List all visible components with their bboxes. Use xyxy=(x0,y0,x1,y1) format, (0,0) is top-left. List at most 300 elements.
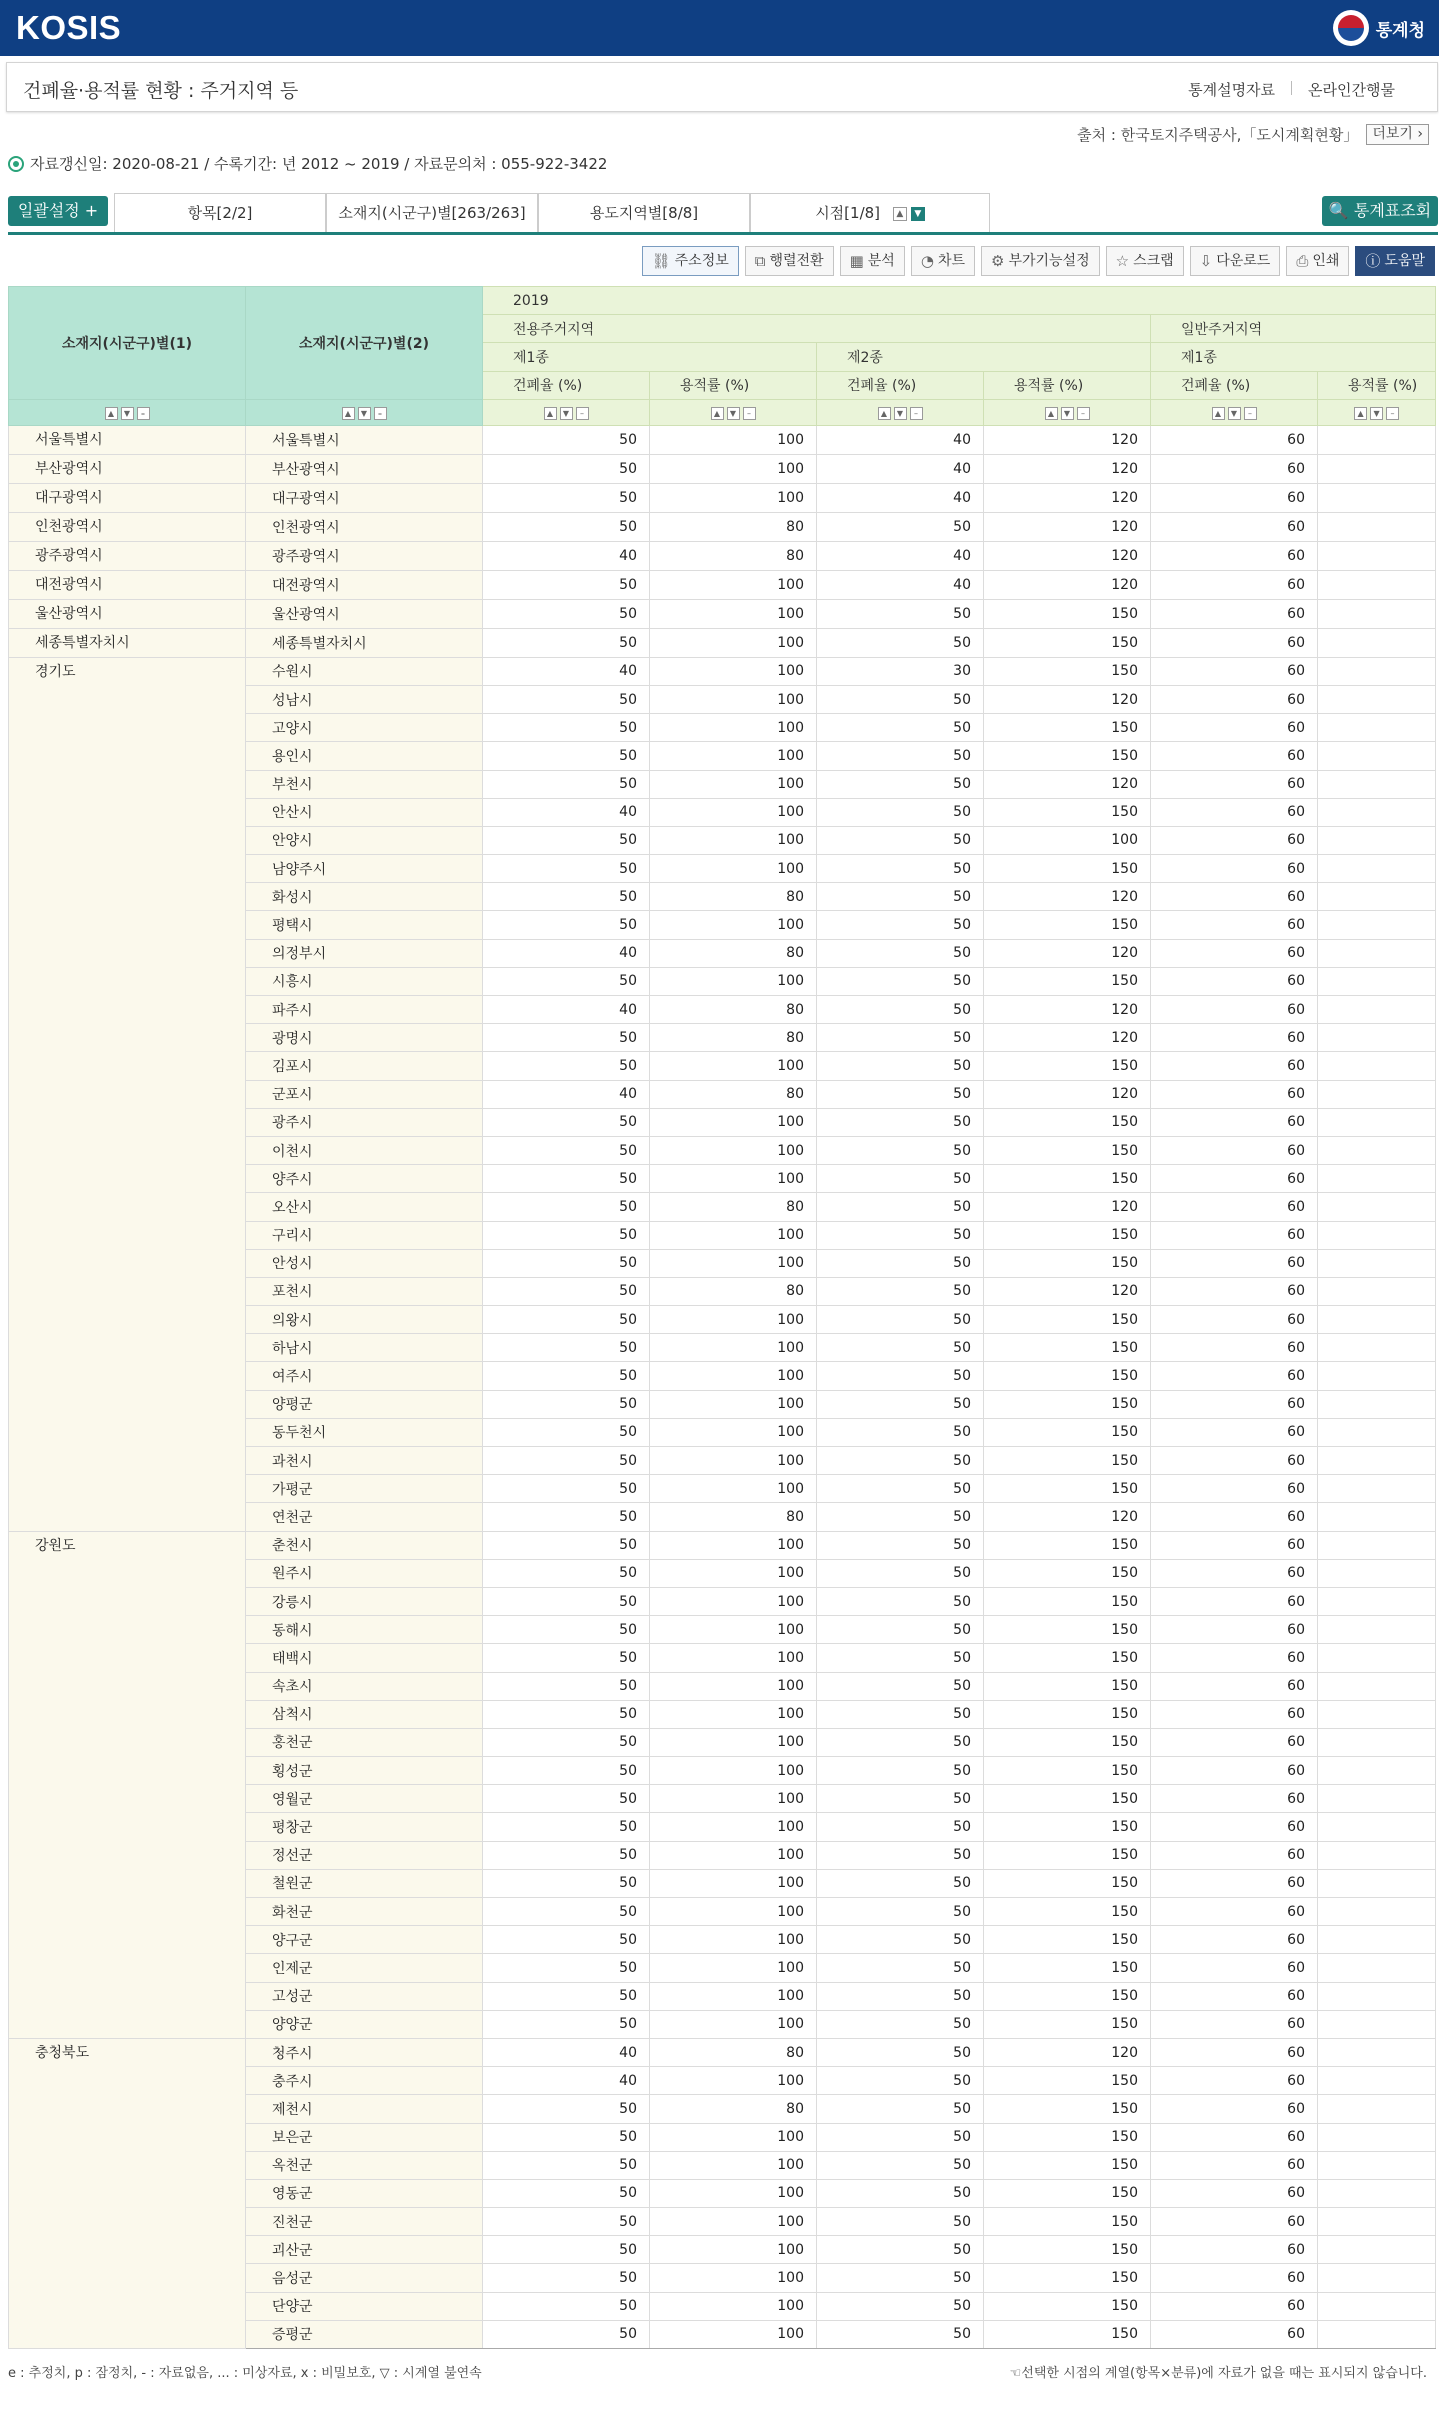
chevron-up-icon[interactable]: ▲ xyxy=(893,207,907,221)
value-cell: 50 xyxy=(483,1982,650,2010)
value-cell: 100 xyxy=(650,1757,817,1785)
region-level2-cell: 부천시 xyxy=(246,770,483,798)
value-cell xyxy=(1318,1165,1436,1193)
header-floor-area-ratio: 용적률 (%) xyxy=(1318,371,1436,399)
sort-desc-icon[interactable]: ▼ xyxy=(1228,407,1241,420)
value-cell: 40 xyxy=(483,996,650,1024)
value-cell: 150 xyxy=(984,2264,1151,2292)
value-cell: 150 xyxy=(984,1841,1151,1869)
value-cell: 50 xyxy=(817,599,984,628)
value-cell: 50 xyxy=(483,425,650,454)
value-cell: 150 xyxy=(984,1954,1151,1982)
sort-reset-icon[interactable]: – xyxy=(1077,407,1090,420)
value-cell: 150 xyxy=(984,1869,1151,1897)
value-cell: 50 xyxy=(483,2095,650,2123)
value-cell: 150 xyxy=(984,1447,1151,1475)
value-cell: 100 xyxy=(650,1869,817,1897)
region-level2-cell: 홍천군 xyxy=(246,1728,483,1756)
value-cell: 60 xyxy=(1151,1136,1318,1164)
value-cell: 50 xyxy=(483,2236,650,2264)
value-cell xyxy=(1318,1954,1436,1982)
value-cell: 60 xyxy=(1151,2264,1318,2292)
value-cell: 60 xyxy=(1151,1108,1318,1136)
sort-desc-icon[interactable]: ▼ xyxy=(121,407,134,420)
value-cell: 50 xyxy=(817,1757,984,1785)
region-level2-cell: 수원시 xyxy=(246,657,483,685)
bulk-setting-button[interactable]: 일괄설정 + xyxy=(8,196,108,226)
gear-icon: ⚙ xyxy=(991,252,1005,270)
value-cell: 150 xyxy=(984,967,1151,995)
extra-settings-button[interactable] xyxy=(981,246,1100,276)
sort-reset-icon[interactable]: – xyxy=(743,407,756,420)
value-cell: 60 xyxy=(1151,1306,1318,1334)
data-grid xyxy=(8,286,1435,2349)
region-level2-cell: 남양주시 xyxy=(246,855,483,883)
value-cell: 60 xyxy=(1151,2179,1318,2207)
link-icon: ⛓ xyxy=(651,252,671,270)
region-level1-cell: 경기도 xyxy=(9,657,246,1531)
value-cell: 100 xyxy=(650,2067,817,2095)
stat-description-link[interactable]: 통계설명자료 xyxy=(1188,81,1276,99)
value-cell: 50 xyxy=(483,883,650,911)
sort-controls-row xyxy=(9,399,1436,425)
target-icon xyxy=(8,156,24,172)
value-cell: 50 xyxy=(483,1587,650,1615)
header-exclusive-type1: 제1종 xyxy=(483,343,817,371)
value-cell: 50 xyxy=(817,1249,984,1277)
value-cell xyxy=(1318,1531,1436,1559)
chevron-down-icon[interactable]: ▼ xyxy=(911,207,925,221)
value-cell xyxy=(1318,1813,1436,1841)
value-cell: 50 xyxy=(817,1616,984,1644)
value-cell: 50 xyxy=(817,1165,984,1193)
value-cell xyxy=(1318,1559,1436,1587)
region-level1-cell: 대구광역시 xyxy=(9,483,246,512)
agency-name: 통계청 xyxy=(1375,20,1425,41)
value-cell: 60 xyxy=(1151,2320,1318,2348)
value-cell: 120 xyxy=(984,1193,1151,1221)
taegeuk-emblem-icon xyxy=(1333,10,1369,46)
value-cell: 50 xyxy=(817,1221,984,1249)
analysis-button[interactable] xyxy=(840,246,905,276)
value-cell: 50 xyxy=(817,1024,984,1052)
region-level2-cell: 이천시 xyxy=(246,1136,483,1164)
value-cell: 40 xyxy=(817,570,984,599)
region-level1-cell: 서울특별시 xyxy=(9,425,246,454)
sort-asc-icon[interactable]: ▲ xyxy=(878,407,891,420)
value-cell: 100 xyxy=(650,1672,817,1700)
update-info xyxy=(8,153,607,174)
sort-reset-icon[interactable]: – xyxy=(576,407,589,420)
sort-desc-icon[interactable]: ▼ xyxy=(727,407,740,420)
stat-query-button[interactable]: 🔍 통계표조회 xyxy=(1322,196,1438,226)
value-cell: 150 xyxy=(984,599,1151,628)
region-level2-cell: 광주시 xyxy=(246,1108,483,1136)
value-cell: 50 xyxy=(483,1700,650,1728)
sort-desc-icon[interactable]: ▼ xyxy=(560,407,573,420)
sort-reset-icon[interactable]: – xyxy=(374,407,387,420)
value-cell: 80 xyxy=(650,1080,817,1108)
value-cell: 50 xyxy=(817,1334,984,1362)
value-cell: 50 xyxy=(817,1531,984,1559)
value-cell: 100 xyxy=(650,1926,817,1954)
value-cell: 100 xyxy=(650,1531,817,1559)
value-cell: 40 xyxy=(817,541,984,570)
value-cell xyxy=(1318,541,1436,570)
value-cell: 50 xyxy=(483,1475,650,1503)
value-cell xyxy=(1318,2123,1436,2151)
download-button[interactable] xyxy=(1190,246,1281,276)
value-cell: 50 xyxy=(483,1926,650,1954)
value-cell xyxy=(1318,2179,1436,2207)
tab-region[interactable]: 소재지(시군구)별[263/263] xyxy=(326,193,538,232)
value-cell: 50 xyxy=(483,1841,650,1869)
sort-asc-icon[interactable]: ▲ xyxy=(711,407,724,420)
page-title: 건폐율·용적률 현황 : 주거지역 등 xyxy=(23,80,299,102)
region-level2-cell: 광주광역시 xyxy=(246,541,483,570)
region-level2-cell: 동해시 xyxy=(246,1616,483,1644)
value-cell: 150 xyxy=(984,742,1151,770)
region-level2-cell: 원주시 xyxy=(246,1559,483,1587)
value-cell xyxy=(1318,1193,1436,1221)
value-cell: 100 xyxy=(650,454,817,483)
value-cell xyxy=(1318,1728,1436,1756)
sort-desc-icon[interactable]: ▼ xyxy=(1061,407,1074,420)
value-cell: 50 xyxy=(483,1052,650,1080)
value-cell: 80 xyxy=(650,2095,817,2123)
value-cell: 50 xyxy=(817,2320,984,2348)
value-cell: 50 xyxy=(483,2179,650,2207)
header-region-1: 소재지(시군구)별(1) xyxy=(9,287,246,400)
sort-button-group xyxy=(544,407,589,420)
value-cell: 50 xyxy=(817,2123,984,2151)
value-cell: 120 xyxy=(984,512,1151,541)
value-cell: 60 xyxy=(1151,714,1318,742)
sort-controls xyxy=(1151,399,1318,425)
title-box xyxy=(6,62,1438,112)
sort-button-group xyxy=(1354,407,1399,420)
region-level2-cell: 과천시 xyxy=(246,1447,483,1475)
value-cell xyxy=(1318,2151,1436,2179)
value-cell xyxy=(1318,2095,1436,2123)
value-cell xyxy=(1318,1503,1436,1531)
value-cell xyxy=(1318,2320,1436,2348)
star-icon: ☆ xyxy=(1115,252,1130,270)
sort-asc-icon[interactable]: ▲ xyxy=(342,407,355,420)
sort-asc-icon[interactable]: ▲ xyxy=(1045,407,1058,420)
source-text: 출처 : 한국토지주택공사,「도시계획현황」 xyxy=(1077,126,1359,144)
value-cell: 50 xyxy=(483,2151,650,2179)
region-level2-cell: 성남시 xyxy=(246,685,483,713)
value-cell: 50 xyxy=(483,1728,650,1756)
value-cell: 50 xyxy=(817,1587,984,1615)
value-cell: 150 xyxy=(984,1898,1151,1926)
value-cell xyxy=(1318,1249,1436,1277)
value-cell: 60 xyxy=(1151,1587,1318,1615)
value-cell: 150 xyxy=(984,2010,1151,2038)
value-cell xyxy=(1318,1362,1436,1390)
region-level2-cell: 군포시 xyxy=(246,1080,483,1108)
value-cell: 150 xyxy=(984,1644,1151,1672)
header-year: 2019 xyxy=(483,287,1436,315)
region-level2-cell: 의왕시 xyxy=(246,1306,483,1334)
value-cell: 60 xyxy=(1151,599,1318,628)
value-cell: 60 xyxy=(1151,1418,1318,1446)
table-toolbar xyxy=(642,246,1435,276)
chart-label: 차트 xyxy=(937,253,965,269)
value-cell: 60 xyxy=(1151,1644,1318,1672)
region-level2-cell: 화성시 xyxy=(246,883,483,911)
region-level2-cell: 단양군 xyxy=(246,2292,483,2320)
value-cell xyxy=(1318,1221,1436,1249)
value-cell: 40 xyxy=(483,2067,650,2095)
value-cell xyxy=(1318,1672,1436,1700)
value-cell: 100 xyxy=(650,425,817,454)
region-level2-cell: 여주시 xyxy=(246,1362,483,1390)
value-cell: 50 xyxy=(817,1052,984,1080)
online-publication-link[interactable]: 온라인간행물 xyxy=(1308,81,1395,99)
region-level2-cell: 부산광역시 xyxy=(246,454,483,483)
value-cell: 60 xyxy=(1151,2236,1318,2264)
value-cell xyxy=(1318,2208,1436,2236)
value-cell: 50 xyxy=(817,628,984,657)
value-cell: 50 xyxy=(817,742,984,770)
value-cell xyxy=(1318,1898,1436,1926)
value-cell: 120 xyxy=(984,939,1151,967)
region-level1-cell: 강원도 xyxy=(9,1531,246,2038)
value-cell: 50 xyxy=(817,2292,984,2320)
sort-asc-icon[interactable]: ▲ xyxy=(1212,407,1225,420)
sort-desc-icon[interactable]: ▼ xyxy=(1370,407,1383,420)
value-cell: 50 xyxy=(817,2010,984,2038)
analysis-label: 분석 xyxy=(867,253,895,269)
table-row xyxy=(9,1531,1436,1559)
sort-reset-icon[interactable]: – xyxy=(1244,407,1257,420)
value-cell: 60 xyxy=(1151,1559,1318,1587)
tab-item[interactable]: 항목[2/2] xyxy=(114,193,326,232)
value-cell: 100 xyxy=(650,2264,817,2292)
value-cell xyxy=(1318,1869,1436,1897)
table-row xyxy=(9,628,1436,657)
value-cell: 100 xyxy=(650,798,817,826)
value-cell: 50 xyxy=(483,1503,650,1531)
value-cell: 50 xyxy=(817,1447,984,1475)
value-cell: 120 xyxy=(984,770,1151,798)
region-level2-cell: 의정부시 xyxy=(246,939,483,967)
sort-asc-icon[interactable]: ▲ xyxy=(105,407,118,420)
value-cell: 150 xyxy=(984,1418,1151,1446)
value-cell: 100 xyxy=(650,1559,817,1587)
value-cell: 50 xyxy=(817,911,984,939)
sort-desc-icon[interactable]: ▼ xyxy=(358,407,371,420)
value-cell: 60 xyxy=(1151,883,1318,911)
region-level2-cell: 광명시 xyxy=(246,1024,483,1052)
value-cell: 60 xyxy=(1151,1503,1318,1531)
region-level2-cell: 삼척시 xyxy=(246,1700,483,1728)
value-cell xyxy=(1318,1306,1436,1334)
value-cell: 150 xyxy=(984,657,1151,685)
value-cell: 50 xyxy=(483,911,650,939)
value-cell: 150 xyxy=(984,2067,1151,2095)
value-cell: 60 xyxy=(1151,1362,1318,1390)
value-cell: 150 xyxy=(984,1785,1151,1813)
value-cell: 50 xyxy=(817,2236,984,2264)
value-cell: 150 xyxy=(984,2123,1151,2151)
value-cell: 50 xyxy=(483,1108,650,1136)
kosis-logo[interactable]: KOSIS xyxy=(16,9,122,46)
value-cell: 50 xyxy=(483,1757,650,1785)
value-cell: 50 xyxy=(483,742,650,770)
value-cell: 50 xyxy=(817,685,984,713)
help-label: 도움말 xyxy=(1384,253,1425,269)
value-cell: 60 xyxy=(1151,685,1318,713)
value-cell: 100 xyxy=(650,2292,817,2320)
sort-button-group xyxy=(878,407,923,420)
region-level2-cell: 안산시 xyxy=(246,798,483,826)
value-cell: 50 xyxy=(483,2264,650,2292)
header-exclusive-type2: 제2종 xyxy=(817,343,1151,371)
value-cell: 150 xyxy=(984,2179,1151,2207)
help-button[interactable] xyxy=(1355,246,1435,276)
value-cell: 100 xyxy=(650,1362,817,1390)
address-info-button[interactable] xyxy=(642,246,739,276)
sort-controls xyxy=(246,399,483,425)
pivot-label: 행렬전환 xyxy=(769,253,824,269)
region-level2-cell: 철원군 xyxy=(246,1869,483,1897)
region-level2-cell: 영월군 xyxy=(246,1785,483,1813)
sort-asc-icon[interactable]: ▲ xyxy=(1354,407,1367,420)
region-level2-cell: 용인시 xyxy=(246,742,483,770)
chart-button[interactable] xyxy=(911,246,975,276)
region-level2-cell: 안양시 xyxy=(246,826,483,854)
value-cell: 50 xyxy=(483,1277,650,1305)
value-cell: 50 xyxy=(483,826,650,854)
footer-note: ☜선택한 시점의 계열(항목×분류)에 자료가 없을 때는 표시되지 않습니다. xyxy=(1009,2366,1427,2381)
region-level2-cell: 평창군 xyxy=(246,1813,483,1841)
source-line xyxy=(1077,124,1429,145)
print-button[interactable] xyxy=(1286,246,1349,276)
value-cell: 50 xyxy=(483,1249,650,1277)
value-cell: 50 xyxy=(817,1813,984,1841)
value-cell xyxy=(1318,1644,1436,1672)
pivot-button[interactable] xyxy=(745,246,834,276)
header-floor-area-ratio: 용적률 (%) xyxy=(984,371,1151,399)
tab-period[interactable] xyxy=(750,193,990,232)
value-cell: 80 xyxy=(650,512,817,541)
value-cell: 100 xyxy=(650,1249,817,1277)
value-cell: 150 xyxy=(984,1390,1151,1418)
value-cell: 60 xyxy=(1151,1757,1318,1785)
value-cell xyxy=(1318,628,1436,657)
region-level2-cell: 제천시 xyxy=(246,2095,483,2123)
value-cell: 60 xyxy=(1151,1221,1318,1249)
region-level2-cell: 청주시 xyxy=(246,2038,483,2066)
value-cell: 60 xyxy=(1151,1475,1318,1503)
value-cell: 50 xyxy=(817,714,984,742)
value-cell: 50 xyxy=(817,1926,984,1954)
value-cell: 150 xyxy=(984,1165,1151,1193)
region-level2-cell: 양주시 xyxy=(246,1165,483,1193)
value-cell xyxy=(1318,1136,1436,1164)
address-info-label: 주소정보 xyxy=(674,253,729,269)
region-level2-cell: 시흥시 xyxy=(246,967,483,995)
agency-logo[interactable] xyxy=(1333,8,1425,48)
pivot-icon: ⧉ xyxy=(754,252,766,270)
printer-icon: ⎙ xyxy=(1296,252,1309,270)
value-cell: 100 xyxy=(650,1418,817,1446)
value-cell: 60 xyxy=(1151,1447,1318,1475)
sort-button-group xyxy=(105,407,150,420)
value-cell: 60 xyxy=(1151,1052,1318,1080)
data-table xyxy=(8,286,1436,2349)
sort-reset-icon[interactable]: – xyxy=(910,407,923,420)
region-level2-cell: 화천군 xyxy=(246,1898,483,1926)
value-cell: 60 xyxy=(1151,1390,1318,1418)
link-divider xyxy=(1291,81,1292,95)
value-cell: 60 xyxy=(1151,911,1318,939)
value-cell: 150 xyxy=(984,1249,1151,1277)
value-cell: 50 xyxy=(817,1136,984,1164)
value-cell: 150 xyxy=(984,1672,1151,1700)
sort-desc-icon[interactable]: ▼ xyxy=(894,407,907,420)
table-row xyxy=(9,657,1436,685)
tab-zone[interactable]: 용도지역별[8/8] xyxy=(538,193,750,232)
value-cell: 50 xyxy=(817,1503,984,1531)
value-cell: 150 xyxy=(984,1757,1151,1785)
value-cell: 100 xyxy=(650,1700,817,1728)
value-cell: 50 xyxy=(817,1390,984,1418)
value-cell: 50 xyxy=(483,1813,650,1841)
value-cell: 100 xyxy=(650,826,817,854)
value-cell xyxy=(1318,454,1436,483)
value-cell: 50 xyxy=(817,996,984,1024)
value-cell: 30 xyxy=(817,657,984,685)
value-cell: 100 xyxy=(650,1136,817,1164)
value-cell: 120 xyxy=(984,483,1151,512)
value-cell: 50 xyxy=(817,826,984,854)
value-cell xyxy=(1318,512,1436,541)
value-cell: 100 xyxy=(650,714,817,742)
region-level2-cell: 가평군 xyxy=(246,1475,483,1503)
value-cell: 50 xyxy=(483,512,650,541)
more-button[interactable]: 더보기 › xyxy=(1366,124,1429,145)
region-level2-cell: 증평군 xyxy=(246,2320,483,2348)
value-cell: 50 xyxy=(817,798,984,826)
more-label: 더보기 xyxy=(1372,126,1413,142)
value-cell xyxy=(1318,1080,1436,1108)
value-cell: 150 xyxy=(984,1052,1151,1080)
header-region-2: 소재지(시군구)별(2) xyxy=(246,287,483,400)
value-cell: 40 xyxy=(483,1080,650,1108)
info-icon: ⓘ xyxy=(1365,252,1381,270)
region-level2-cell: 포천시 xyxy=(246,1277,483,1305)
sort-controls xyxy=(650,399,817,425)
value-cell: 50 xyxy=(817,967,984,995)
value-cell xyxy=(1318,2292,1436,2320)
sort-reset-icon[interactable]: – xyxy=(1386,407,1399,420)
value-cell: 100 xyxy=(650,855,817,883)
scrap-button[interactable] xyxy=(1106,246,1184,276)
sort-reset-icon[interactable]: – xyxy=(137,407,150,420)
sort-button-group xyxy=(342,407,387,420)
header-general-residential: 일반주거지역 xyxy=(1151,315,1436,343)
sort-asc-icon[interactable]: ▲ xyxy=(544,407,557,420)
value-cell xyxy=(1318,1108,1436,1136)
value-cell: 100 xyxy=(650,599,817,628)
value-cell: 60 xyxy=(1151,512,1318,541)
value-cell: 100 xyxy=(650,1954,817,1982)
value-cell: 100 xyxy=(650,1447,817,1475)
